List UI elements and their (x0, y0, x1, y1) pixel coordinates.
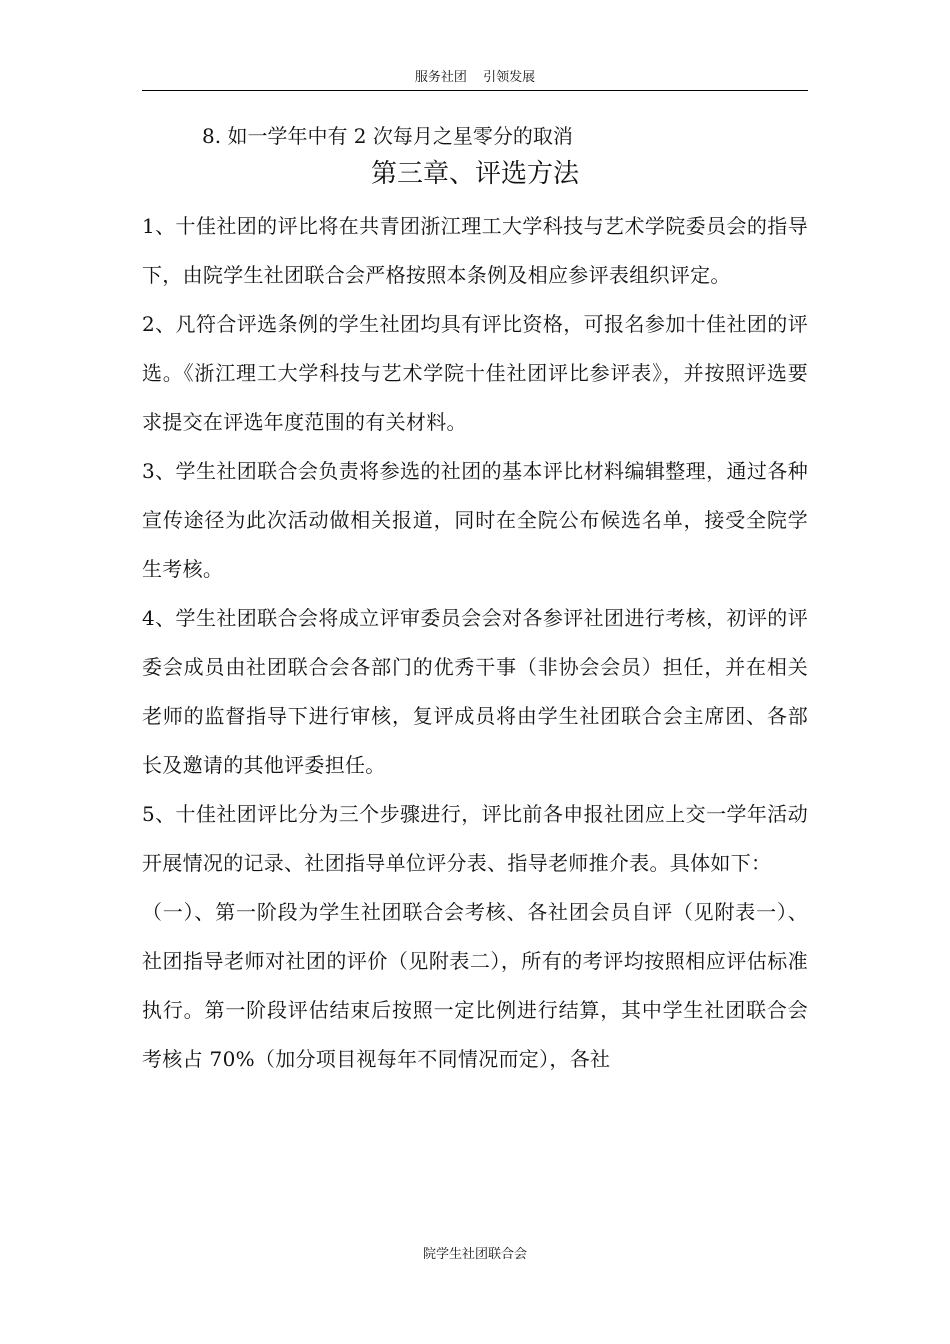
document-body (142, 118, 808, 1084)
paragraph-4: 4、学生社团联合会将成立评审委员会会对各参评社团进行考核，初评的评委会成员由社团联合会各部门的优秀干事（非协会会员）担任，并在相关老师的监督指导下进行审核，复评成员将由学生社团联合会主席团、各部长及邀请的其他评委担任。 (142, 606, 808, 777)
header-right-text: 引领发展 (483, 70, 536, 85)
chapter-title: 第三章、评选方法 (370, 159, 579, 189)
header-left-text: 服务社团 (414, 70, 467, 85)
paragraph-2: 2、凡符合评选条例的学生社团均具有评比资格，可报名参加十佳社团的评选。《浙江理工大学科技与艺术学院十佳社团评比参评表》，并按照评选要求提交在评选年度范围的有关材料。 (142, 312, 808, 434)
list-item-8: 8. 如一学年中有 2 次每月之星零分的取消 (202, 124, 573, 148)
paragraph-1: 1、十佳社团的评比将在共青团浙江理工大学科技与艺术学院委员会的指导下，由院学生社团联合会严格按照本条例及相应参评表组织评定。 (142, 214, 808, 287)
paragraph-5: 5、十佳社团评比分为三个步骤进行，评比前各申报社团应上交一学年活动开展情况的记录、社团指导单位评分表、指导老师推介表。具体如下： (142, 802, 808, 875)
page-footer: 院学生社团联合会 (422, 1247, 527, 1262)
page-header (142, 70, 808, 91)
paragraph-stage-1: （一）、第一阶段为学生社团联合会考核、各社团会员自评（见附表一）、社团指导老师对社团的评价（见附表二），所有的考评均按照相应评估标准执行。第一阶段评估结束后按照一定比例进行结算，其中学生社团联合会考核占 70%（加分项目视每年不同情况而定），各社 (142, 900, 808, 1071)
paragraph-3: 3、学生社团联合会负责将参选的社团的基本评比材料编辑整理，通过各种宣传途径为此次活动做相关报道，同时在全院公布候选名单，接受全院学生考核。 (142, 459, 808, 581)
